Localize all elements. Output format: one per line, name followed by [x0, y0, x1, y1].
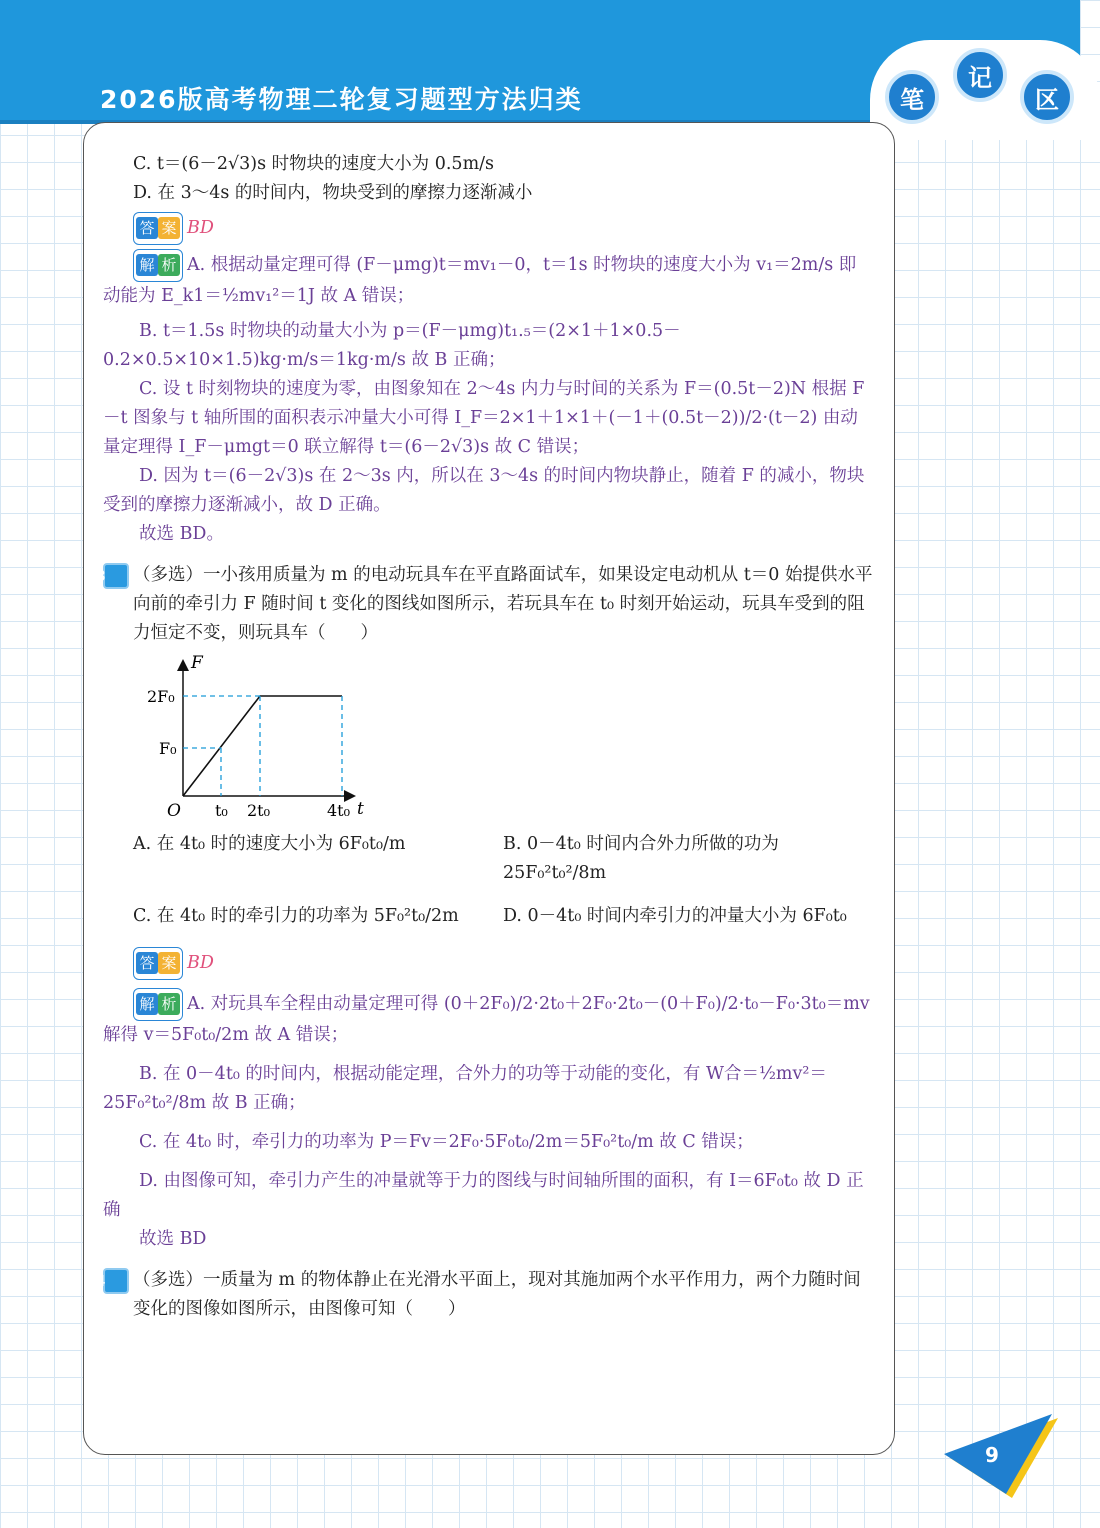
q3-options-row1 — [103, 830, 873, 888]
y-tick-f0: F₀ — [159, 739, 177, 758]
q2-conclusion: 故选 BD。 — [139, 524, 224, 544]
q3-analysis-b: B. 在 0－4t₀ 的时间内，根据动能定理，合外力的功等于动能的变化，有 W合＝½mv²＝25F₀²t₀²/8m 故 B 正确； — [103, 1064, 827, 1113]
book-title: 2026版高考物理二轮复习题型方法归类 — [100, 85, 583, 114]
q2-analysis-a: 解 析 A. 根据动量定理可得 (F－μmg)t＝mv₁－0，t＝1s 时物块的速度大小为 v₁＝2m/s 即动能为 E_k1＝½mv₁²＝1J 故 A 错误； — [103, 249, 873, 311]
force-time-graph — [131, 654, 873, 824]
q2-answer: 答 案 BD — [103, 212, 873, 245]
q4-stem: 4 （多选）一质量为 m 的物体静止在光滑水平面上，现对其施加两个水平作用力，两个力随时间变化的图像如图所示，由图像可知（ ） — [103, 1266, 873, 1324]
notes-badge-1: 笔 — [885, 70, 939, 124]
q3-option-a: A. 在 4t₀ 时的速度大小为 6F₀t₀/m — [133, 834, 406, 854]
q2-analysis-c: C. 设 t 时刻物块的速度为零，由图象知在 2～4s 内力与时间的关系为 F＝(0.5t－2)N 根据 F－t 图象与 t 轴所围的面积表示冲量大小可得 I_F＝2×1＋1×1＋(－1＋(0.5t－2))/2·(t－2) 由动量定理得 I_F－μmgt＝0 联立解得 t＝(6－2√3)s 故 C 错误； — [103, 379, 865, 457]
q3-analysis-d: D. 由图像可知，牵引力产生的冲量就等于力的图线与时间轴所围的面积，有 I＝6F₀t₀ 故 D 正确 — [103, 1171, 864, 1220]
q3-option-b: B. 0－4t₀ 时间内合外力所做的功为 25F₀²t₀²/8m — [503, 834, 779, 883]
q3-conclusion: 故选 BD — [139, 1229, 207, 1249]
q3-options-row2 — [103, 902, 873, 931]
x-tick-t0: t₀ — [215, 801, 228, 820]
notes-badge-3: 区 — [1020, 70, 1074, 124]
page-number: 9 — [985, 1443, 999, 1467]
q3-analysis-a: 解 析 A. 对玩具车全程由动量定理可得 (0＋2F₀)/2·2t₀＋2F₀·2t₀－(0＋F₀)/2·t₀－F₀·3t₀＝mv 解得 v＝5F₀t₀/2m 故 A 错误； — [103, 988, 873, 1050]
q3-stem: 3 （多选）一小孩用质量为 m 的电动玩具车在平直路面试车，如果设定电动机从 t＝0 始提供水平向前的牵引力 F 随时间 t 变化的图线如图所示，若玩具车在 t₀ 时刻开始运动，玩具车受到的阻力恒定不变，则玩具车（ ） — [103, 561, 873, 648]
x-tick-4t0: 4t₀ — [327, 801, 351, 820]
question-number: 4 — [103, 1268, 129, 1294]
q2-analysis-b: B. t＝1.5s 时物块的动量大小为 p＝(F－μmg)t₁.₅＝(2×1＋1×0.5－0.2×0.5×10×1.5)kg·m/s＝1kg·m/s 故 B 正确； — [103, 321, 681, 370]
q3-analysis-c: C. 在 4t₀ 时，牵引力的功率为 P＝Fv＝2F₀·5F₀t₀/2m＝5F₀²t₀/m 故 C 错误； — [139, 1132, 754, 1152]
page-content — [96, 150, 873, 1324]
origin-label: O — [167, 801, 181, 821]
y-axis-label: F — [191, 653, 203, 673]
answer-tag: 答 案 — [133, 947, 183, 980]
q3-option-d: D. 0－4t₀ 时间内牵引力的冲量大小为 6F₀t₀ — [503, 906, 847, 926]
question-number: 3 — [103, 563, 129, 589]
analysis-tag: 解 析 — [133, 988, 183, 1021]
q3-option-c: C. 在 4t₀ 时的牵引力的功率为 5F₀²t₀/2m — [133, 906, 459, 926]
x-tick-2t0: 2t₀ — [247, 801, 271, 820]
q2-analysis-d: D. 因为 t＝(6－2√3)s 在 2～3s 内，所以在 3～4s 的时间内物块静止，随着 F 的减小，物块受到的摩擦力逐渐减小，故 D 正确。 — [103, 466, 865, 515]
y-tick-2f0: 2F₀ — [147, 687, 175, 706]
force-line — [183, 696, 342, 796]
q2-option-d: D. 在 3～4s 的时间内，物块受到的摩擦力逐渐减小 — [133, 183, 533, 203]
q3-answer: 答 案 BD — [103, 947, 873, 980]
notes-badge-2: 记 — [953, 48, 1007, 102]
x-axis-label: t — [357, 799, 364, 819]
analysis-tag: 解 析 — [133, 249, 183, 282]
answer-tag: 答 案 — [133, 212, 183, 245]
page-corner-decoration — [940, 1410, 1065, 1500]
q2-option-c: C. t＝(6－2√3)s 时物块的速度大小为 0.5m/s — [133, 154, 495, 174]
